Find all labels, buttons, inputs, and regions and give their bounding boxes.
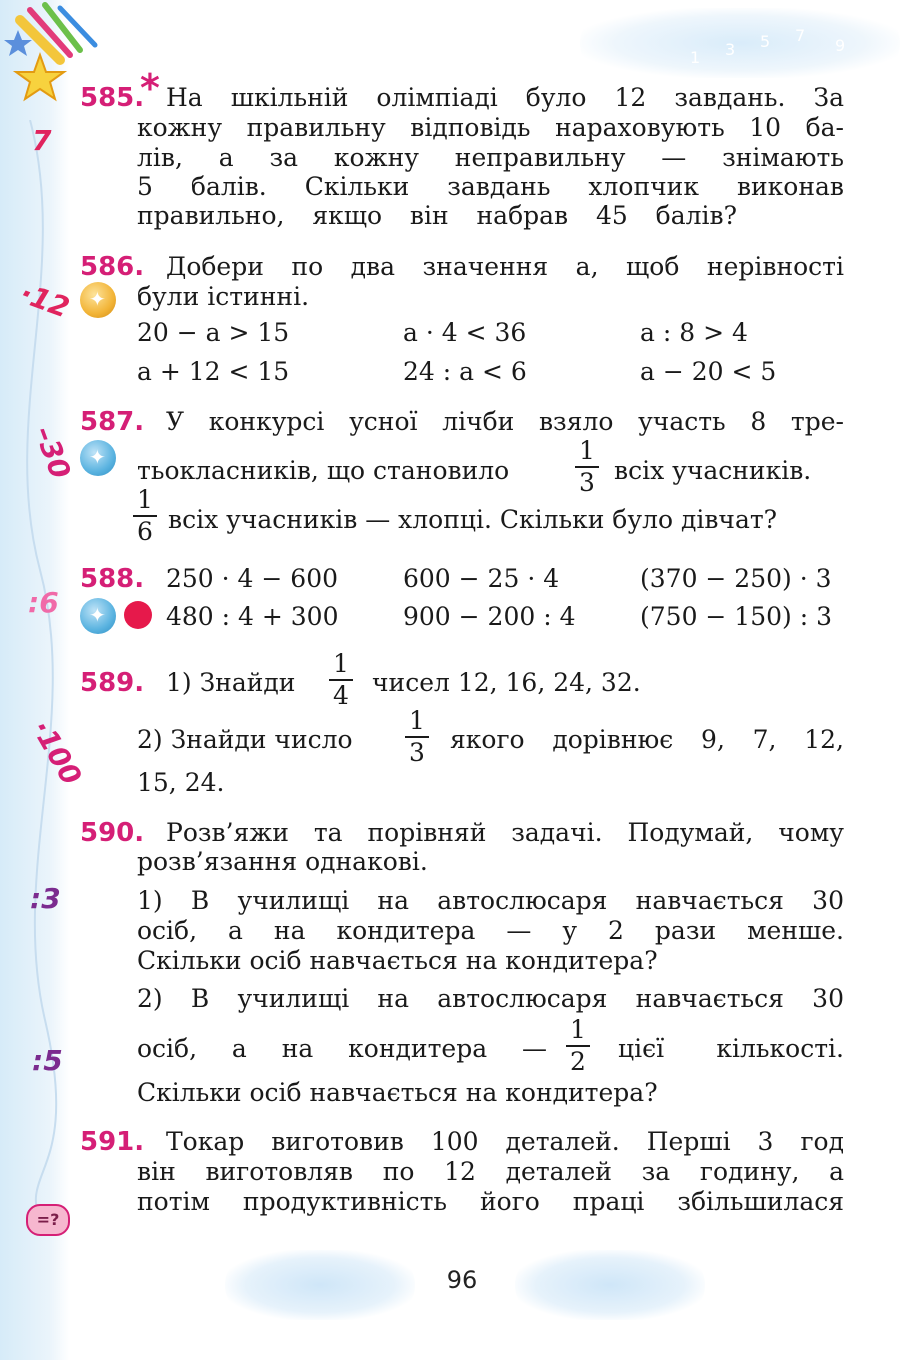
sidebar-number: 7 (32, 124, 52, 157)
problem-text: Розв’яжи та порівняй задачі. Подумай, чому (166, 818, 844, 847)
problem-number: 585. (80, 83, 145, 113)
problem-text: Скільки осіб навчається на кондитера? (137, 946, 658, 975)
star-icon: * (140, 66, 160, 110)
sidebar-number: :6 (28, 586, 59, 619)
expression: 250 · 4 − 600 (166, 564, 339, 593)
expression: a · 4 < 36 (403, 318, 527, 347)
expression: a − 20 < 5 (640, 357, 777, 386)
fraction-numerator: 1 (570, 1015, 586, 1044)
expression: (370 − 250) · 3 (640, 564, 832, 593)
fraction (405, 707, 429, 767)
problem-number: 590. (80, 818, 145, 848)
cloud-decoration (225, 1250, 415, 1320)
sidebar-number: :5 (32, 1044, 63, 1077)
red-dot-icon (124, 601, 152, 629)
fraction-numerator: 1 (409, 706, 425, 735)
problem-text: правильно, якщо він набрав 45 балів? (137, 201, 737, 230)
problem-text: У конкурсі усної лічби взяло участь 8 тре- (166, 407, 844, 436)
problem-text: якого дорівнює 9, 7, 12, (450, 725, 844, 754)
problem-text: Добери по два значення a, щоб нерівності (166, 252, 844, 281)
fraction-numerator: 1 (579, 436, 595, 465)
problem-text: чисел 12, 16, 24, 32. (372, 668, 641, 697)
expression: 20 − a > 15 (137, 318, 290, 347)
problem-number: 587. (80, 407, 145, 437)
cloud-number: 3 (725, 40, 736, 59)
cloud-number: 9 (835, 36, 846, 55)
fraction-numerator: 1 (333, 649, 349, 678)
problem-text: 5 балів. Скільки завдань хлопчик виконав (137, 172, 844, 201)
problem-text: кожну правильну відповідь нараховують 10 ба- (137, 113, 844, 142)
problem-text: 1) В училищі на автослюсаря навчається 30 (137, 886, 844, 915)
problem-text: розв’язання однакові. (137, 847, 428, 876)
thinking-badge: =? (26, 1204, 70, 1236)
problem-text: 15, 24. (137, 768, 225, 797)
fraction-denominator: 6 (137, 517, 153, 546)
problem-text: 2) Знайди число (137, 725, 353, 754)
problem-text: осіб, а на кондитера — у 2 рази менше. (137, 916, 844, 945)
fraction-denominator: 3 (579, 468, 595, 497)
problem-text: осіб, а на кондитера — (137, 1034, 547, 1063)
fraction-denominator: 2 (570, 1047, 586, 1076)
cloud-number: 5 (760, 32, 771, 51)
fraction-numerator: 1 (137, 485, 153, 514)
problem-text: Скільки осіб навчається на кондитера? (137, 1078, 658, 1107)
problem-text: всіх учасників — хлопці. Скільки було дівчат? (168, 505, 778, 534)
problem-text: 1) Знайди (166, 668, 296, 697)
problem-text: лів, а за кожну неправильну — знімають (137, 143, 844, 172)
problem-number: 589. (80, 668, 145, 698)
problem-number: 591. (80, 1127, 145, 1157)
sidebar-number: ·100 (24, 714, 89, 791)
problem-text: На шкільній олімпіаді було 12 завдань. За (166, 83, 844, 112)
problem-number: 588. (80, 564, 145, 594)
expression: a + 12 < 15 (137, 357, 290, 386)
fraction-denominator: 3 (409, 738, 425, 767)
expression: 480 : 4 + 300 (166, 602, 339, 631)
clouds-decoration (580, 8, 900, 78)
expression: 600 − 25 · 4 (403, 564, 560, 593)
fraction-denominator: 4 (333, 681, 349, 710)
problem-text: всіх учасників. (614, 456, 812, 485)
page-number: 96 (446, 1266, 478, 1294)
problem-text: тьокласників, що становило (137, 456, 510, 485)
sidebar-strip (0, 0, 70, 1360)
cloud-number: 1 (690, 48, 701, 67)
puzzle-icon: ✦ (80, 598, 116, 634)
problem-text: 2) В училищі на автослюсаря навчається 30 (137, 984, 844, 1013)
cloud-decoration (515, 1250, 705, 1320)
fraction (575, 437, 599, 497)
puzzle-icon: ✦ (80, 440, 116, 476)
expression: a : 8 > 4 (640, 318, 748, 347)
sidebar-number: –30 (27, 421, 78, 484)
expression: 900 − 200 : 4 (403, 602, 576, 631)
puzzle-icon: ✦ (80, 282, 116, 318)
problem-text: цієї кількості. (618, 1034, 844, 1063)
problem-text: потім продуктивність його праці збільшилася (137, 1187, 844, 1216)
expression: (750 − 150) : 3 (640, 602, 833, 631)
problem-text: він виготовляв по 12 деталей за годину, а (137, 1157, 844, 1186)
problem-number: 586. (80, 252, 145, 282)
fraction (329, 650, 353, 710)
problem-text: Токар виготовив 100 деталей. Перші 3 год (166, 1127, 844, 1156)
cloud-number: 7 (795, 26, 806, 45)
sidebar-number: :3 (30, 882, 61, 915)
fraction (133, 486, 157, 546)
sidebar-number: ·12 (15, 276, 74, 325)
expression: 24 : a < 6 (403, 357, 527, 386)
fraction (566, 1016, 590, 1076)
problem-text: були істинні. (137, 282, 310, 311)
